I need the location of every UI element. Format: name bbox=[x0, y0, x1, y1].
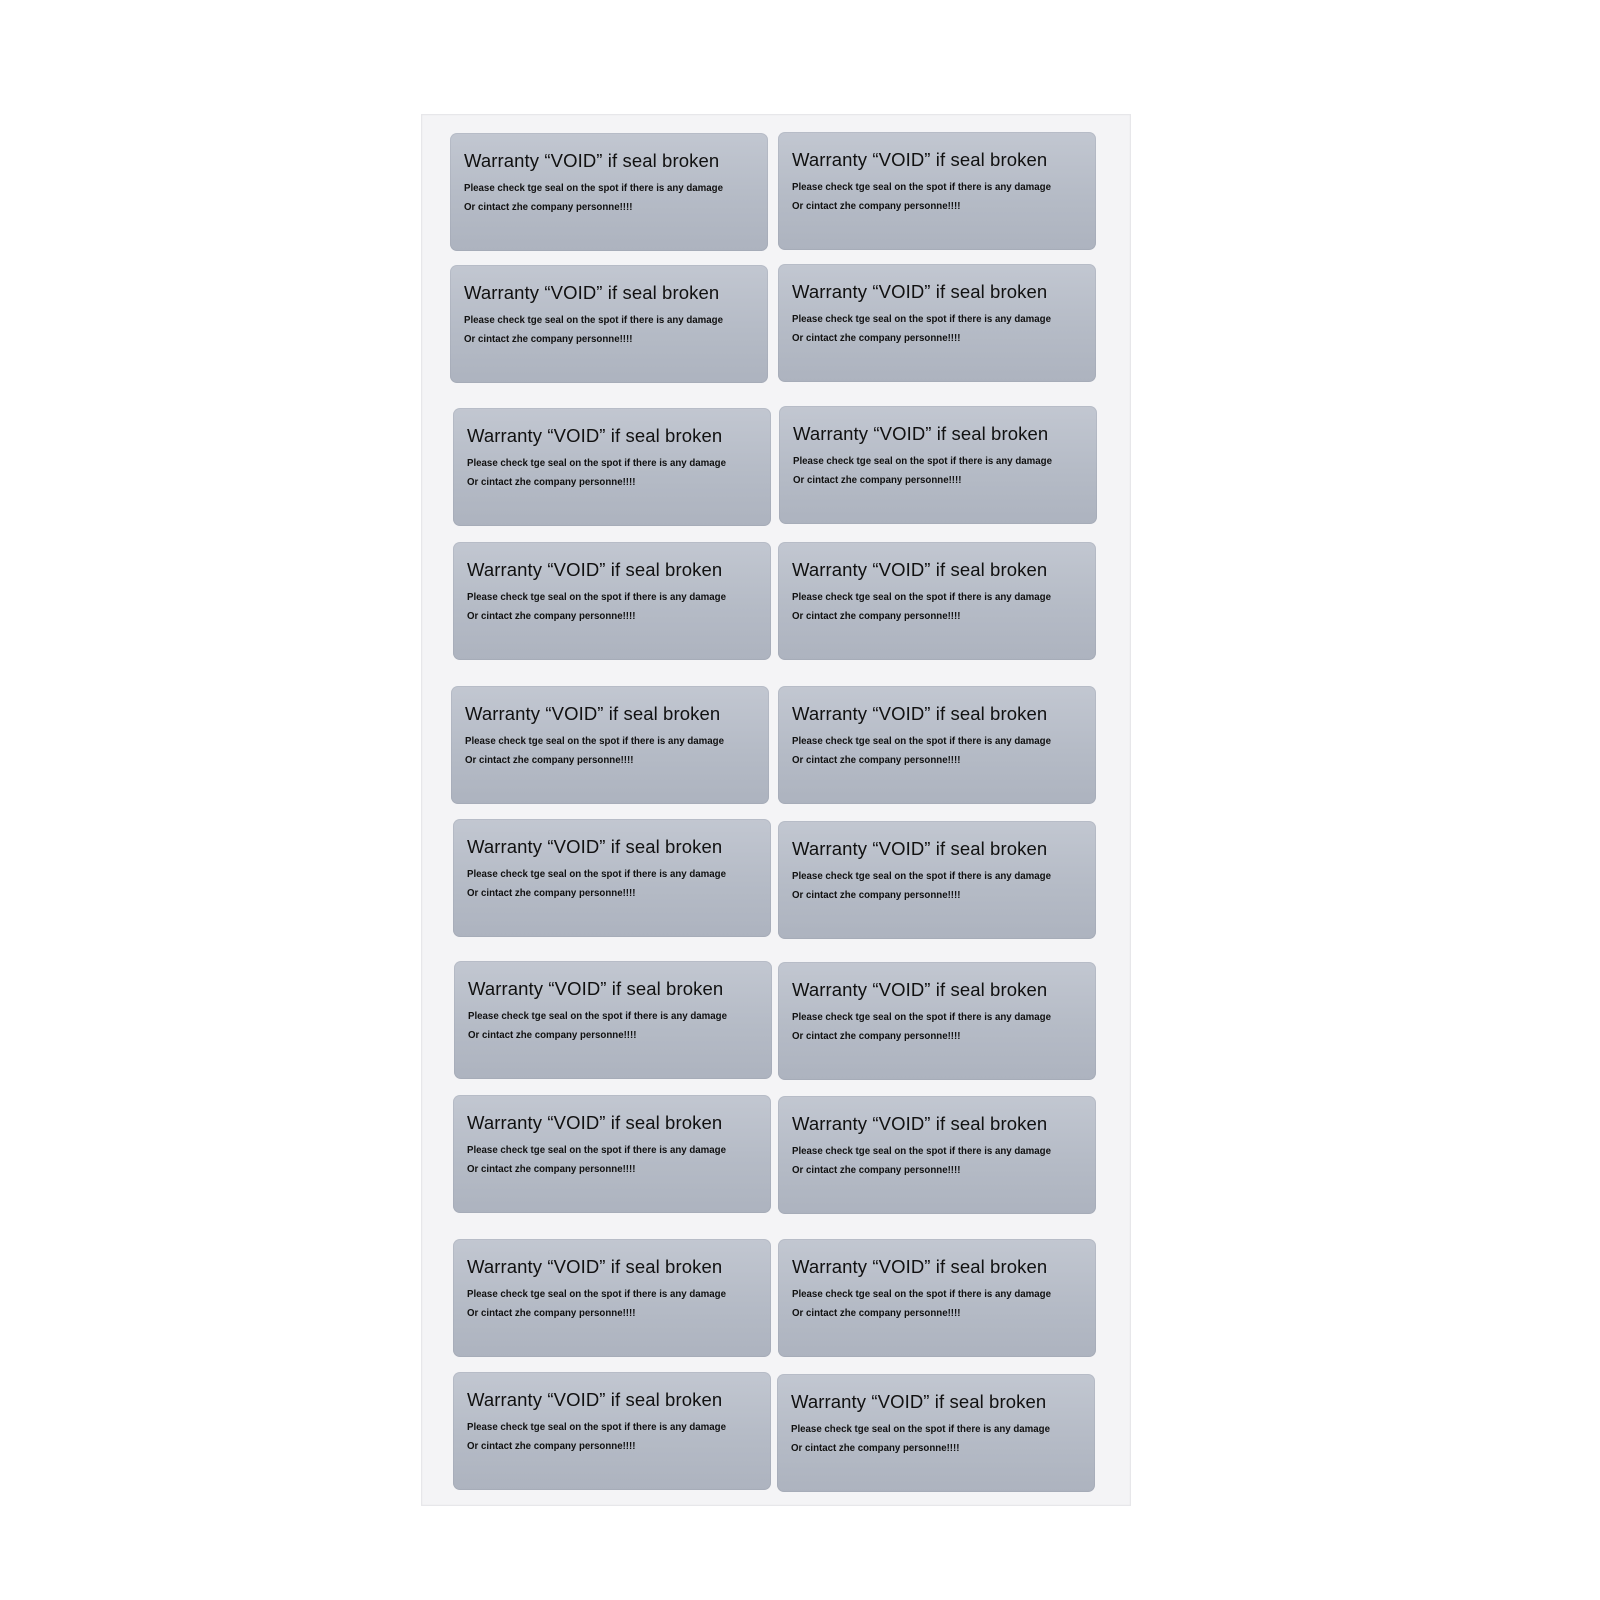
label-title: Warranty “VOID” if seal broken bbox=[792, 703, 1048, 724]
label-instruction-line: Please check tge seal on the spot if there is any damage bbox=[464, 315, 723, 327]
label-contact-line: Or cintact zhe company personne!!!! bbox=[467, 610, 636, 622]
label-instruction-line: Please check tge seal on the spot if there is any damage bbox=[465, 736, 724, 748]
label-contact-line: Or cintact zhe company personne!!!! bbox=[792, 889, 961, 901]
label-instruction-line: Please check tge seal on the spot if there is any damage bbox=[468, 1011, 727, 1023]
label-title: Warranty “VOID” if seal broken bbox=[467, 836, 723, 857]
label-instruction-line: Please check tge seal on the spot if there is any damage bbox=[464, 183, 723, 195]
label-title: Warranty “VOID” if seal broken bbox=[793, 423, 1049, 444]
label-title: Warranty “VOID” if seal broken bbox=[792, 1113, 1048, 1134]
warranty-seal-label bbox=[778, 132, 1096, 250]
label-instruction-line: Please check tge seal on the spot if there is any damage bbox=[792, 871, 1051, 883]
label-contact-line: Or cintact zhe company personne!!!! bbox=[467, 1307, 636, 1319]
label-title: Warranty “VOID” if seal broken bbox=[792, 559, 1048, 580]
label-title: Warranty “VOID” if seal broken bbox=[792, 281, 1048, 302]
label-title: Warranty “VOID” if seal broken bbox=[791, 1391, 1047, 1412]
label-title: Warranty “VOID” if seal broken bbox=[792, 149, 1048, 170]
label-instruction-line: Please check tge seal on the spot if there is any damage bbox=[793, 456, 1052, 468]
label-contact-line: Or cintact zhe company personne!!!! bbox=[793, 474, 962, 486]
label-grid bbox=[422, 115, 1130, 1505]
label-contact-line: Or cintact zhe company personne!!!! bbox=[792, 1307, 961, 1319]
warranty-seal-label bbox=[453, 542, 771, 660]
label-title: Warranty “VOID” if seal broken bbox=[464, 150, 720, 171]
label-title: Warranty “VOID” if seal broken bbox=[467, 425, 723, 446]
label-contact-line: Or cintact zhe company personne!!!! bbox=[467, 476, 636, 488]
label-contact-line: Or cintact zhe company personne!!!! bbox=[464, 333, 633, 345]
label-contact-line: Or cintact zhe company personne!!!! bbox=[467, 887, 636, 899]
sticker-sheet bbox=[421, 114, 1131, 1506]
warranty-seal-label bbox=[778, 1096, 1096, 1214]
label-instruction-line: Please check tge seal on the spot if there is any damage bbox=[467, 1289, 726, 1301]
label-instruction-line: Please check tge seal on the spot if there is any damage bbox=[467, 592, 726, 604]
label-title: Warranty “VOID” if seal broken bbox=[467, 1112, 723, 1133]
label-instruction-line: Please check tge seal on the spot if there is any damage bbox=[792, 1146, 1051, 1158]
label-title: Warranty “VOID” if seal broken bbox=[464, 282, 720, 303]
label-contact-line: Or cintact zhe company personne!!!! bbox=[792, 754, 961, 766]
label-instruction-line: Please check tge seal on the spot if there is any damage bbox=[792, 736, 1051, 748]
warranty-seal-label bbox=[453, 1372, 771, 1490]
label-instruction-line: Please check tge seal on the spot if there is any damage bbox=[467, 458, 726, 470]
label-title: Warranty “VOID” if seal broken bbox=[468, 978, 724, 999]
label-title: Warranty “VOID” if seal broken bbox=[792, 838, 1048, 859]
label-instruction-line: Please check tge seal on the spot if there is any damage bbox=[467, 1145, 726, 1157]
warranty-seal-label bbox=[453, 819, 771, 937]
warranty-seal-label bbox=[778, 962, 1096, 1080]
label-instruction-line: Please check tge seal on the spot if there is any damage bbox=[792, 314, 1051, 326]
label-contact-line: Or cintact zhe company personne!!!! bbox=[792, 1164, 961, 1176]
label-title: Warranty “VOID” if seal broken bbox=[465, 703, 721, 724]
label-contact-line: Or cintact zhe company personne!!!! bbox=[468, 1029, 637, 1041]
warranty-seal-label bbox=[778, 264, 1096, 382]
label-title: Warranty “VOID” if seal broken bbox=[467, 1389, 723, 1410]
label-instruction-line: Please check tge seal on the spot if there is any damage bbox=[792, 1012, 1051, 1024]
label-instruction-line: Please check tge seal on the spot if there is any damage bbox=[792, 1289, 1051, 1301]
warranty-seal-label bbox=[453, 1239, 771, 1357]
label-contact-line: Or cintact zhe company personne!!!! bbox=[464, 201, 633, 213]
warranty-seal-label bbox=[453, 408, 771, 526]
warranty-seal-label bbox=[778, 542, 1096, 660]
warranty-seal-label bbox=[777, 1374, 1095, 1492]
label-title: Warranty “VOID” if seal broken bbox=[467, 1256, 723, 1277]
warranty-seal-label bbox=[454, 961, 772, 1079]
label-contact-line: Or cintact zhe company personne!!!! bbox=[465, 754, 634, 766]
warranty-seal-label bbox=[778, 686, 1096, 804]
warranty-seal-label bbox=[451, 686, 769, 804]
label-contact-line: Or cintact zhe company personne!!!! bbox=[792, 610, 961, 622]
label-title: Warranty “VOID” if seal broken bbox=[792, 979, 1048, 1000]
label-instruction-line: Please check tge seal on the spot if there is any damage bbox=[792, 182, 1051, 194]
label-instruction-line: Please check tge seal on the spot if there is any damage bbox=[467, 869, 726, 881]
warranty-seal-label bbox=[453, 1095, 771, 1213]
warranty-seal-label bbox=[778, 1239, 1096, 1357]
warranty-seal-label bbox=[450, 133, 768, 251]
warranty-seal-label bbox=[450, 265, 768, 383]
label-contact-line: Or cintact zhe company personne!!!! bbox=[467, 1440, 636, 1452]
label-title: Warranty “VOID” if seal broken bbox=[467, 559, 723, 580]
label-instruction-line: Please check tge seal on the spot if there is any damage bbox=[792, 592, 1051, 604]
label-contact-line: Or cintact zhe company personne!!!! bbox=[791, 1442, 960, 1454]
label-contact-line: Or cintact zhe company personne!!!! bbox=[467, 1163, 636, 1175]
label-contact-line: Or cintact zhe company personne!!!! bbox=[792, 200, 961, 212]
label-contact-line: Or cintact zhe company personne!!!! bbox=[792, 1030, 961, 1042]
label-instruction-line: Please check tge seal on the spot if there is any damage bbox=[467, 1422, 726, 1434]
label-instruction-line: Please check tge seal on the spot if there is any damage bbox=[791, 1424, 1050, 1436]
label-title: Warranty “VOID” if seal broken bbox=[792, 1256, 1048, 1277]
warranty-seal-label bbox=[778, 821, 1096, 939]
warranty-seal-label bbox=[779, 406, 1097, 524]
label-contact-line: Or cintact zhe company personne!!!! bbox=[792, 332, 961, 344]
